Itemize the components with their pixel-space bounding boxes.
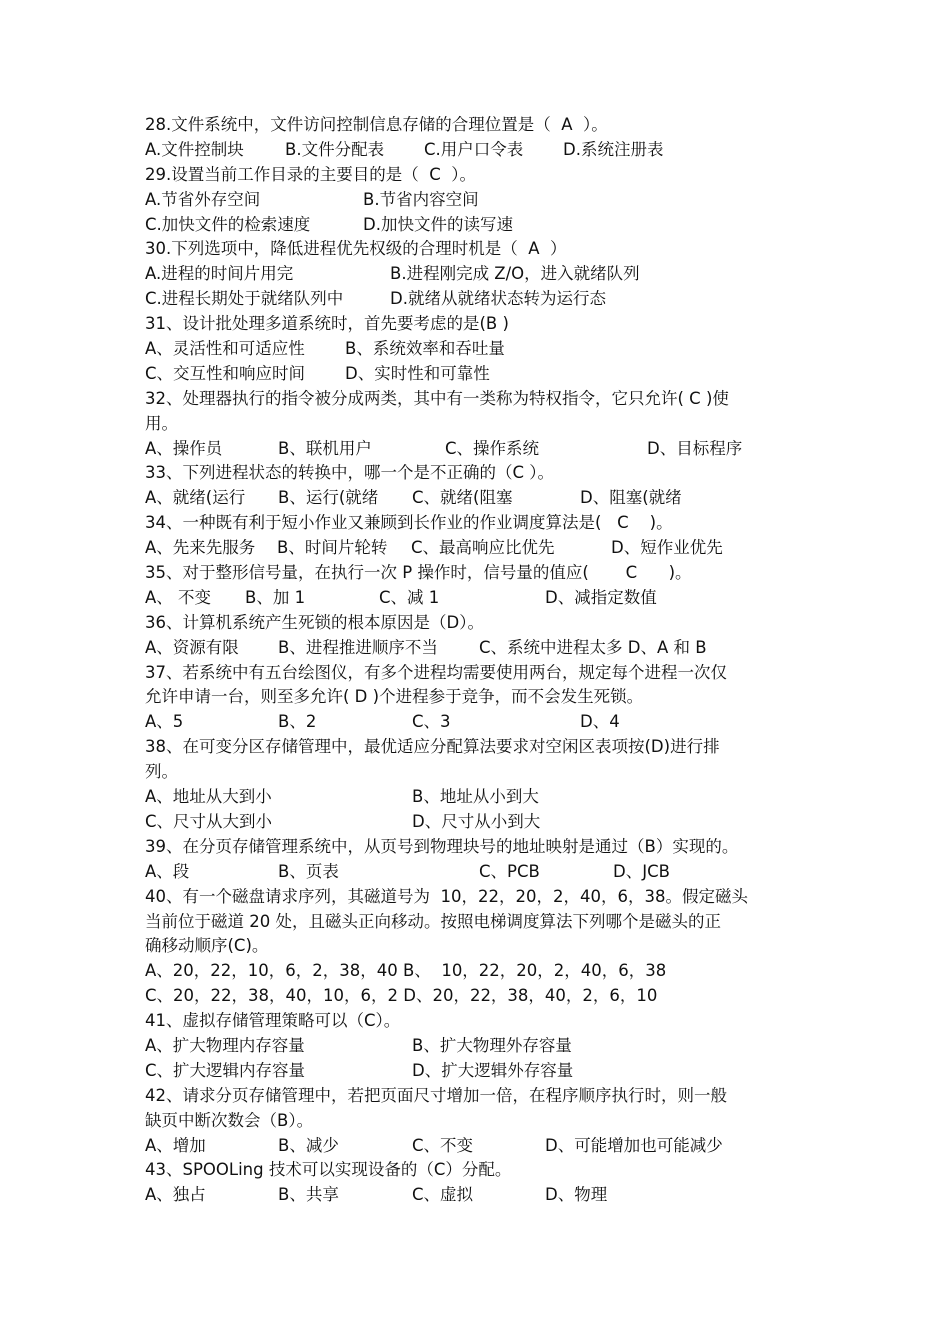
options-line (145, 860, 815, 885)
text-line: 39、在分页存储管理系统中，从页号到物理块号的地址映射是通过（B）实现的。 (145, 836, 739, 856)
options-line (145, 437, 815, 462)
options-line (145, 262, 815, 287)
text-line: 30.下列选项中，降低进程优先权级的合理时机是（ A ） (145, 239, 567, 259)
option-text: D、短作业优先 (611, 538, 723, 558)
option-text: D、阻塞(就绪 (580, 488, 682, 508)
text-line: C、20，22，38，40，10，6，2 D、20，22，38，40，2，6，10 (145, 986, 658, 1006)
option-text: C、就绪(阻塞 (412, 488, 513, 508)
options-line (145, 785, 815, 810)
options-line (145, 586, 815, 611)
options-line (145, 188, 815, 213)
option-text: A、增加 (145, 1135, 206, 1155)
text-line: 28.文件系统中，文件访问控制信息存储的合理位置是（ A ）。 (145, 115, 608, 134)
option-text: A.文件控制块 (145, 139, 244, 159)
option-text: D、JCB (613, 861, 670, 881)
option-text: C、扩大逻辑内存容量 (145, 1060, 306, 1080)
option-text: C、交互性和响应时间 (145, 363, 306, 383)
option-text: C、虚拟 (412, 1185, 474, 1205)
text-line: 40、有一个磁盘请求序列，其磁道号为 10，22，20，2，40，6，38。假定磁头 (145, 886, 748, 906)
question-list (145, 113, 815, 1208)
option-text: C、3 (412, 712, 451, 732)
option-text: D、物理 (545, 1185, 608, 1205)
option-text: D、目标程序 (647, 438, 743, 458)
options-line (145, 710, 815, 735)
text-line: A、20，22，10，6，2，38，40 B、 10，22，20，2，40，6，38 (145, 961, 667, 981)
option-text: A、地址从大到小 (145, 787, 272, 807)
option-text: C、操作系统 (445, 438, 540, 458)
option-text: B、地址从小到大 (412, 787, 539, 807)
option-text: D、可能增加也可能减少 (545, 1135, 723, 1155)
text-line: 36、计算机系统产生死锁的根本原因是（D）。 (145, 612, 484, 632)
option-text: C、PCB (479, 861, 540, 881)
option-text: A.节省外存空间 (145, 189, 261, 209)
option-text: B、共享 (278, 1185, 339, 1205)
text-line: 42、请求分页存储管理中，若把页面尺寸增加一倍，在程序顺序执行时，则一般 (145, 1085, 727, 1105)
text-line: 列。 (145, 762, 178, 782)
text-line: 用。 (145, 413, 178, 433)
options-line (145, 213, 815, 238)
text-line: 35、对于整形信号量，在执行一次 P 操作时，信号量的值应( C )。 (145, 563, 692, 583)
text-line: 34、一种既有利于短小作业又兼顾到长作业的作业调度算法是( C )。 (145, 513, 673, 533)
option-text: D.系统注册表 (563, 139, 664, 159)
option-text: B.进程刚完成 Z/O，进入就绪队列 (390, 264, 640, 284)
option-text: D.加快文件的读写速 (363, 214, 513, 234)
option-text: C.用户口令表 (424, 139, 524, 159)
text-line: 31、设计批处理多道系统时，首先要考虑的是(B ) (145, 314, 509, 334)
option-text: C.加快文件的检索速度 (145, 214, 311, 234)
option-text: A、先来先服务 (145, 538, 256, 558)
options-line (145, 810, 815, 835)
option-text: D.就绪从就绪状态转为运行态 (390, 289, 606, 309)
option-text: A、 不变 (145, 587, 212, 607)
option-text: C、系统中进程太多 D、A 和 B (479, 637, 707, 657)
text-line: 29.设置当前工作目录的主要目的是（ C ）。 (145, 164, 476, 184)
option-text: B、联机用户 (278, 438, 372, 458)
option-text: B、进程推进顺序不当 (278, 637, 438, 657)
options-line (145, 337, 815, 362)
text-line: 43、SPOOLing 技术可以实现设备的（C）分配。 (145, 1160, 512, 1180)
option-text: C、最高响应比优先 (411, 538, 555, 558)
options-line (145, 1183, 815, 1208)
option-text: D、4 (580, 712, 620, 732)
text-line: 37、若系统中有五台绘图仪，有多个进程均需要使用两台，规定每个进程一次仅 (145, 662, 727, 682)
option-text: A、就绪(运行 (145, 488, 246, 508)
option-text: C、尺寸从大到小 (145, 811, 273, 831)
options-line (145, 1059, 815, 1084)
option-text: A、操作员 (145, 438, 223, 458)
options-line (145, 1134, 815, 1159)
text-line: 33、下列进程状态的转换中，哪一个是不正确的（C ）。 (145, 463, 555, 483)
option-text: D、扩大逻辑外存容量 (412, 1060, 574, 1080)
option-text: B、页表 (278, 861, 339, 881)
option-text: A、独占 (145, 1185, 206, 1205)
option-text: D、实时性和可靠性 (345, 363, 490, 383)
text-line: 38、在可变分区存储管理中，最优适应分配算法要求对空闲区表项按(D)进行排 (145, 737, 720, 757)
option-text: B、减少 (278, 1135, 339, 1155)
text-line: 41、虚拟存储管理策略可以（C）。 (145, 1011, 401, 1031)
options-line (145, 636, 815, 661)
text-line: 缺页中断次数会（B）。 (145, 1110, 314, 1130)
option-text: C.进程长期处于就绪队列中 (145, 289, 344, 309)
option-text: A、5 (145, 712, 184, 732)
option-text: B.节省内容空间 (363, 189, 479, 209)
option-text: A、灵活性和可适应性 (145, 339, 305, 359)
text-line: 32、处理器执行的指令被分成两类，其中有一类称为特权指令，它只允许( C )使 (145, 388, 729, 408)
option-text: C、不变 (412, 1135, 474, 1155)
option-text: B、系统效率和吞吐量 (345, 339, 505, 359)
text-line: 当前位于磁道 20 处，且磁头正向移动。按照电梯调度算法下列哪个是磁头的正 (145, 911, 721, 931)
text-line: 允许申请一台，则至多允许( D )个进程参于竞争，而不会发生死锁。 (145, 687, 644, 707)
option-text: C、减 1 (379, 587, 440, 607)
option-text: B、时间片轮转 (277, 538, 388, 558)
option-text: A、段 (145, 861, 190, 881)
option-text: A、扩大物理内存容量 (145, 1035, 305, 1055)
options-line (145, 138, 815, 163)
options-line (145, 486, 815, 511)
options-line (145, 287, 815, 312)
option-text: D、减指定数值 (545, 587, 657, 607)
option-text: A、资源有限 (145, 637, 239, 657)
options-line (145, 362, 815, 387)
option-text: B、运行(就绪 (278, 488, 379, 508)
text-line: 确移动顺序(C)。 (145, 936, 269, 956)
option-text: B、加 1 (245, 587, 306, 607)
option-text: B、扩大物理外存容量 (412, 1035, 572, 1055)
option-text: B、2 (278, 712, 317, 732)
options-line (145, 1034, 815, 1059)
option-text: A.进程的时间片用完 (145, 264, 294, 284)
option-text: B.文件分配表 (285, 139, 385, 159)
options-line (145, 536, 815, 561)
option-text: D、尺寸从小到大 (412, 811, 541, 831)
